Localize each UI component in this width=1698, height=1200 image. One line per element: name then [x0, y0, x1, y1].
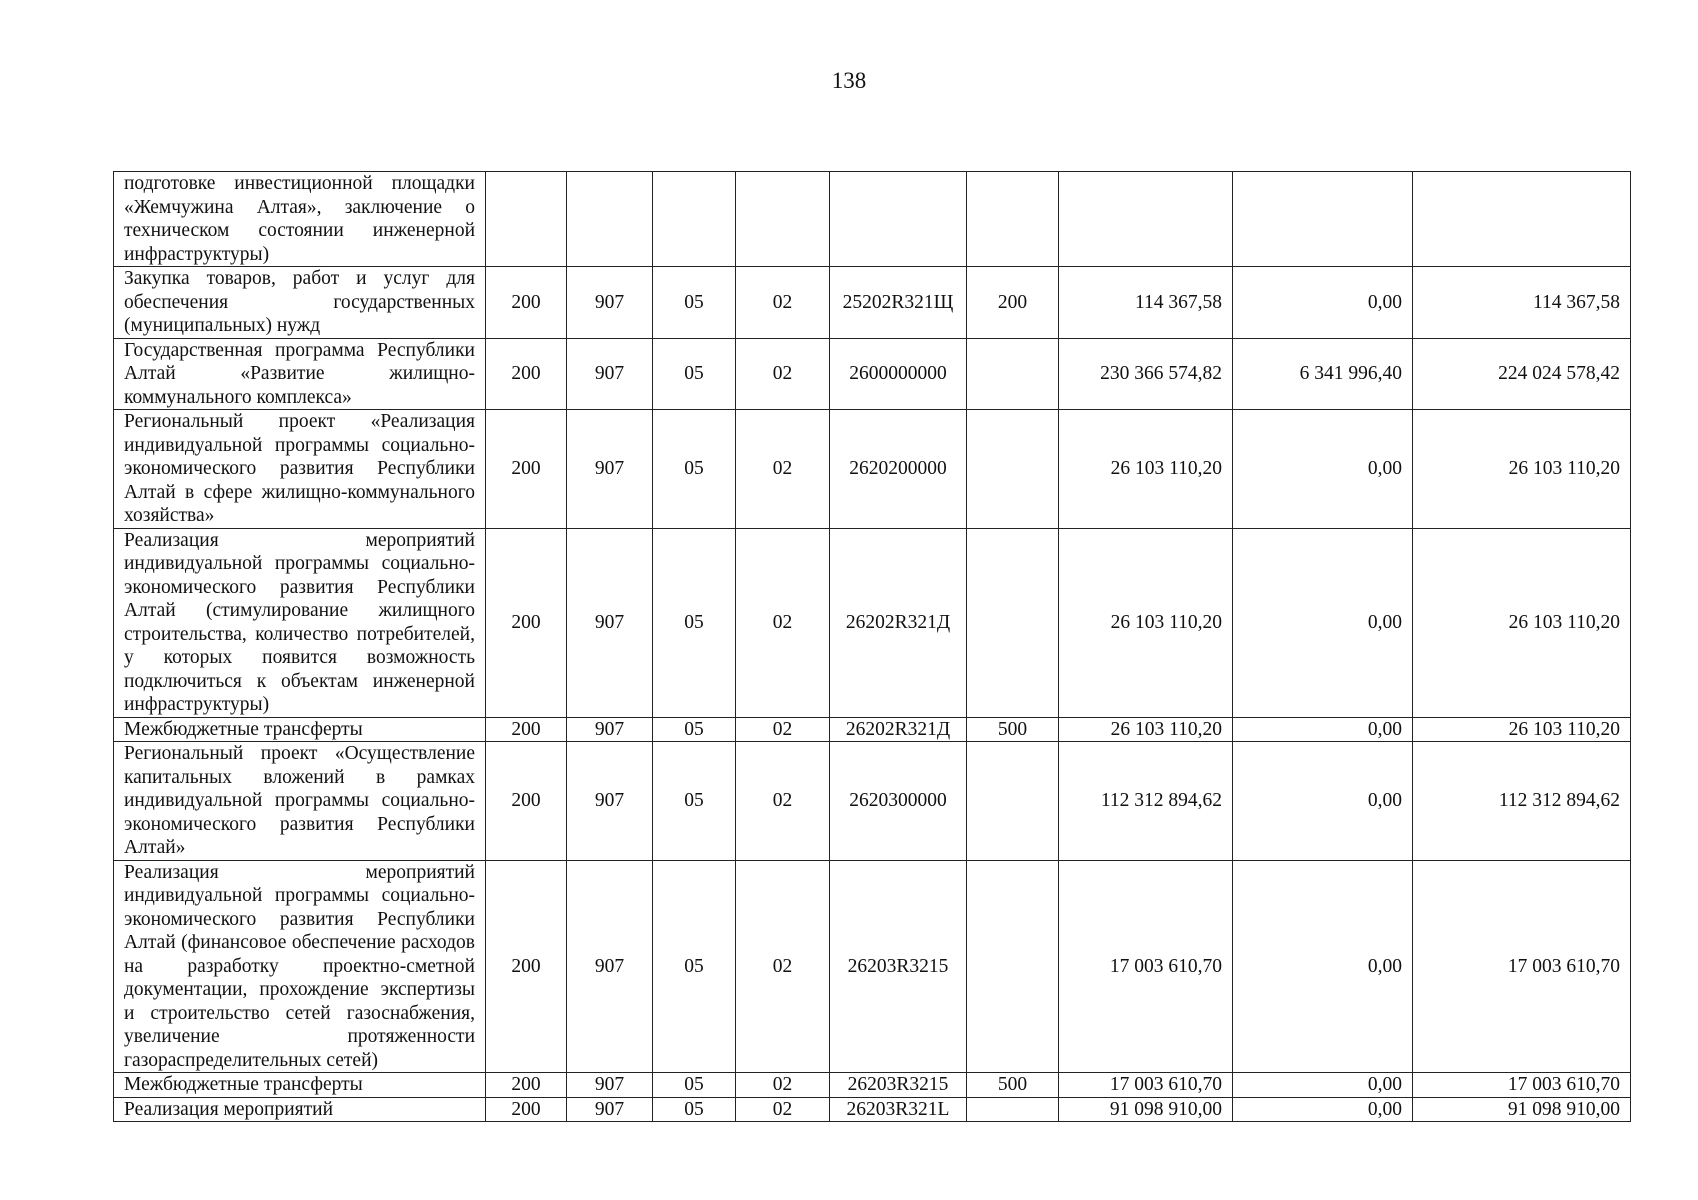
amount-total-cell: 26 103 110,20 — [1059, 410, 1233, 529]
glava-code-cell: 200 — [486, 742, 567, 861]
amount-total-cell: 17 003 610,70 — [1059, 860, 1233, 1073]
subsection-code-cell — [653, 172, 736, 267]
subsection2-code-cell — [736, 172, 830, 267]
target-article-cell: 2620300000 — [830, 742, 967, 861]
subsection-code-cell: 05 — [653, 528, 736, 717]
amount-federal-cell: 6 341 996,40 — [1233, 338, 1413, 410]
table-row — [114, 338, 1631, 410]
amount-regional-cell — [1413, 172, 1631, 267]
target-article-cell: 2620200000 — [830, 410, 967, 529]
amount-total-cell: 114 367,58 — [1059, 267, 1233, 339]
subsection-code-cell: 05 — [653, 1073, 736, 1098]
target-article-cell — [830, 172, 967, 267]
expense-type-cell — [967, 860, 1059, 1073]
subsection-code-cell: 05 — [653, 742, 736, 861]
expense-type-cell — [967, 1097, 1059, 1122]
amount-total-cell: 91 098 910,00 — [1059, 1097, 1233, 1122]
expense-type-cell: 500 — [967, 717, 1059, 742]
amount-regional-cell: 26 103 110,20 — [1413, 528, 1631, 717]
glava-code-cell: 200 — [486, 528, 567, 717]
amount-regional-cell: 112 312 894,62 — [1413, 742, 1631, 861]
amount-total-cell — [1059, 172, 1233, 267]
section-code-cell: 907 — [567, 1097, 653, 1122]
table-row — [114, 528, 1631, 717]
section-code-cell — [567, 172, 653, 267]
glava-code-cell: 200 — [486, 1073, 567, 1098]
subsection-code-cell: 05 — [653, 860, 736, 1073]
row-name-cell: Закупка товаров, работ и услуг для обеспечения государственных (муниципальных) нужд — [114, 267, 486, 339]
amount-regional-cell: 17 003 610,70 — [1413, 1073, 1631, 1098]
amount-federal-cell: 0,00 — [1233, 267, 1413, 339]
amount-total-cell: 26 103 110,20 — [1059, 528, 1233, 717]
amount-regional-cell: 114 367,58 — [1413, 267, 1631, 339]
row-name-cell: Реализация мероприятий — [114, 1097, 486, 1122]
expense-type-cell: 500 — [967, 1073, 1059, 1098]
amount-federal-cell: 0,00 — [1233, 410, 1413, 529]
amount-federal-cell: 0,00 — [1233, 860, 1413, 1073]
glava-code-cell: 200 — [486, 717, 567, 742]
amount-regional-cell: 26 103 110,20 — [1413, 717, 1631, 742]
amount-total-cell: 230 366 574,82 — [1059, 338, 1233, 410]
table-body — [114, 172, 1631, 1122]
section-code-cell: 907 — [567, 410, 653, 529]
target-article-cell: 2600000000 — [830, 338, 967, 410]
glava-code-cell: 200 — [486, 410, 567, 529]
table-row — [114, 742, 1631, 861]
subsection2-code-cell: 02 — [736, 1097, 830, 1122]
table-row — [114, 1073, 1631, 1098]
expense-type-cell — [967, 338, 1059, 410]
amount-federal-cell: 0,00 — [1233, 1097, 1413, 1122]
row-name-cell: Межбюджетные трансферты — [114, 1073, 486, 1098]
row-name-cell: Государственная программа Республики Алтай «Развитие жилищно-коммунального комплекса» — [114, 338, 486, 410]
target-article-cell: 26203R3215 — [830, 1073, 967, 1098]
table-row — [114, 267, 1631, 339]
subsection2-code-cell: 02 — [736, 410, 830, 529]
expense-type-cell — [967, 172, 1059, 267]
row-name-cell: подготовке инвестиционной площадки «Жемчужина Алтая», заключение о техническом состоянии инженерной инфраструктуры) — [114, 172, 486, 267]
row-name-cell: Региональный проект «Осуществление капитальных вложений в рамках индивидуальной программы социально-экономического развития Республики Алтай» — [114, 742, 486, 861]
page-number: 138 — [831, 68, 867, 93]
target-article-cell: 26203R321L — [830, 1097, 967, 1122]
table-row — [114, 410, 1631, 529]
amount-regional-cell: 26 103 110,20 — [1413, 410, 1631, 529]
amount-federal-cell: 0,00 — [1233, 717, 1413, 742]
subsection-code-cell: 05 — [653, 717, 736, 742]
expense-type-cell — [967, 742, 1059, 861]
glava-code-cell — [486, 172, 567, 267]
subsection2-code-cell: 02 — [736, 267, 830, 339]
section-code-cell: 907 — [567, 338, 653, 410]
subsection2-code-cell: 02 — [736, 742, 830, 861]
section-code-cell: 907 — [567, 528, 653, 717]
amount-federal-cell — [1233, 172, 1413, 267]
glava-code-cell: 200 — [486, 1097, 567, 1122]
target-article-cell: 26202R321Д — [830, 528, 967, 717]
subsection2-code-cell: 02 — [736, 1073, 830, 1098]
expense-type-cell: 200 — [967, 267, 1059, 339]
amount-total-cell: 17 003 610,70 — [1059, 1073, 1233, 1098]
table-row — [114, 717, 1631, 742]
section-code-cell: 907 — [567, 1073, 653, 1098]
table-row — [114, 860, 1631, 1073]
section-code-cell: 907 — [567, 860, 653, 1073]
amount-regional-cell: 224 024 578,42 — [1413, 338, 1631, 410]
subsection2-code-cell: 02 — [736, 338, 830, 410]
row-name-cell: Региональный проект «Реализация индивидуальной программы социально-экономического развития Республики Алтай в сфере жилищно-коммунального хозяйства» — [114, 410, 486, 529]
glava-code-cell: 200 — [486, 860, 567, 1073]
amount-federal-cell: 0,00 — [1233, 1073, 1413, 1098]
amount-total-cell: 112 312 894,62 — [1059, 742, 1233, 861]
subsection-code-cell: 05 — [653, 1097, 736, 1122]
table-row — [114, 1097, 1631, 1122]
row-name-cell: Межбюджетные трансферты — [114, 717, 486, 742]
amount-total-cell: 26 103 110,20 — [1059, 717, 1233, 742]
budget-table — [113, 171, 1631, 1122]
subsection-code-cell: 05 — [653, 267, 736, 339]
glava-code-cell: 200 — [486, 267, 567, 339]
subsection2-code-cell: 02 — [736, 717, 830, 742]
subsection2-code-cell: 02 — [736, 528, 830, 717]
amount-federal-cell: 0,00 — [1233, 742, 1413, 861]
subsection-code-cell: 05 — [653, 410, 736, 529]
row-name-cell: Реализация мероприятий индивидуальной программы социально-экономического развития Республики Алтай (финансовое обеспечение расходов на разработку проектно-сметной документации, прохождение экспертизы и строительство сетей газоснабжения, увеличение протяженности газораспределительных сетей) — [114, 860, 486, 1073]
section-code-cell: 907 — [567, 742, 653, 861]
target-article-cell: 26202R321Д — [830, 717, 967, 742]
amount-federal-cell: 0,00 — [1233, 528, 1413, 717]
expense-type-cell — [967, 528, 1059, 717]
amount-regional-cell: 91 098 910,00 — [1413, 1097, 1631, 1122]
expense-type-cell — [967, 410, 1059, 529]
target-article-cell: 26203R3215 — [830, 860, 967, 1073]
subsection2-code-cell: 02 — [736, 860, 830, 1073]
section-code-cell: 907 — [567, 267, 653, 339]
row-name-cell: Реализация мероприятий индивидуальной программы социально-экономического развития Республики Алтай (стимулирование жилищного строительства, количество потребителей, у которых появится возможность подключиться к объектам инженерной инфраструктуры) — [114, 528, 486, 717]
subsection-code-cell: 05 — [653, 338, 736, 410]
target-article-cell: 25202R321Щ — [830, 267, 967, 339]
amount-regional-cell: 17 003 610,70 — [1413, 860, 1631, 1073]
section-code-cell: 907 — [567, 717, 653, 742]
table-row — [114, 172, 1631, 267]
glava-code-cell: 200 — [486, 338, 567, 410]
